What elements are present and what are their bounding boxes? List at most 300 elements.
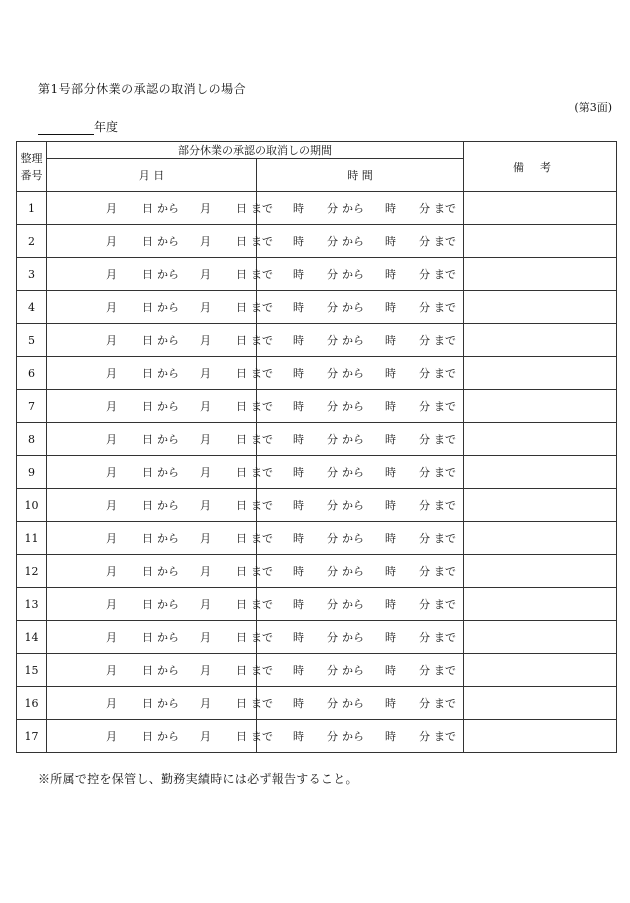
minute-label: 分 [419, 466, 430, 479]
row-number: 9 [17, 456, 47, 489]
table-row [17, 258, 617, 291]
minute-label: 分 [419, 235, 430, 248]
time-range-cell[interactable] [257, 258, 464, 291]
from-label: から [342, 565, 364, 578]
until-label: まで [434, 433, 456, 446]
hour-label: 時 [293, 268, 304, 281]
month-label: 月 [106, 334, 117, 347]
from-label: から [157, 532, 179, 545]
month-label: 月 [200, 730, 211, 743]
time-range-cell[interactable] [257, 192, 464, 225]
until-label: まで [251, 400, 273, 413]
month-label: 月 [106, 499, 117, 512]
form-title: 第1号部分休業の承認の取消しの場合 [38, 82, 247, 96]
hour-label: 時 [385, 235, 396, 248]
time-range-cell[interactable] [257, 357, 464, 390]
day-label: 日 [236, 499, 247, 512]
minute-label: 分 [327, 730, 338, 743]
from-label: から [342, 202, 364, 215]
month-label: 月 [200, 664, 211, 677]
day-label: 日 [142, 730, 153, 743]
from-label: から [342, 334, 364, 347]
month-label: 月 [200, 301, 211, 314]
table-row [17, 720, 617, 753]
table-row [17, 456, 617, 489]
until-label: まで [434, 466, 456, 479]
hour-label: 時 [293, 400, 304, 413]
hour-label: 時 [385, 730, 396, 743]
minute-label: 分 [419, 664, 430, 677]
from-label: から [342, 400, 364, 413]
date-range-cell[interactable] [47, 291, 273, 324]
day-label: 日 [142, 598, 153, 611]
row-number: 13 [17, 588, 47, 621]
month-label: 月 [106, 367, 117, 380]
day-label: 日 [142, 400, 153, 413]
day-label: 日 [236, 532, 247, 545]
remarks-cell[interactable] [464, 192, 617, 225]
remarks-cell[interactable] [464, 687, 617, 720]
day-label: 日 [142, 697, 153, 710]
date-range-cell[interactable] [47, 192, 273, 225]
hour-label: 時 [293, 499, 304, 512]
month-label: 月 [200, 532, 211, 545]
minute-label: 分 [419, 400, 430, 413]
until-label: まで [434, 268, 456, 281]
from-label: から [157, 565, 179, 578]
date-range-cell[interactable] [47, 687, 273, 720]
minute-label: 分 [419, 433, 430, 446]
date-range-cell[interactable] [47, 456, 273, 489]
until-label: まで [434, 730, 456, 743]
minute-label: 分 [327, 697, 338, 710]
hour-label: 時 [293, 235, 304, 248]
from-label: から [342, 268, 364, 281]
minute-label: 分 [327, 268, 338, 281]
hour-label: 時 [293, 466, 304, 479]
month-label: 月 [106, 598, 117, 611]
table-row [17, 489, 617, 522]
row-number: 3 [17, 258, 47, 291]
from-label: から [157, 400, 179, 413]
fiscal-year-label: 年度 [94, 120, 119, 134]
row-number: 2 [17, 225, 47, 258]
date-range-cell[interactable] [47, 588, 273, 621]
remarks-cell[interactable] [464, 621, 617, 654]
until-label: まで [251, 334, 273, 347]
table-row [17, 423, 617, 456]
until-label: まで [434, 631, 456, 644]
row-number: 7 [17, 390, 47, 423]
from-label: から [157, 367, 179, 380]
until-label: まで [251, 466, 273, 479]
minute-label: 分 [419, 499, 430, 512]
until-label: まで [434, 697, 456, 710]
table-row [17, 225, 617, 258]
from-label: から [157, 730, 179, 743]
minute-label: 分 [327, 367, 338, 380]
from-label: から [342, 367, 364, 380]
hour-label: 時 [385, 664, 396, 677]
hour-label: 時 [385, 202, 396, 215]
day-label: 日 [236, 235, 247, 248]
from-label: から [157, 202, 179, 215]
day-label: 日 [236, 400, 247, 413]
time-range-cell[interactable] [257, 456, 464, 489]
month-label: 月 [106, 697, 117, 710]
hour-label: 時 [293, 664, 304, 677]
month-label: 月 [200, 400, 211, 413]
hour-label: 時 [293, 433, 304, 446]
hour-label: 時 [293, 301, 304, 314]
fiscal-year-blank[interactable] [38, 123, 94, 135]
month-label: 月 [200, 367, 211, 380]
minute-label: 分 [327, 532, 338, 545]
time-range-cell[interactable] [257, 687, 464, 720]
day-label: 日 [142, 202, 153, 215]
time-range-cell[interactable] [257, 324, 464, 357]
page-label: (第3面) [574, 101, 612, 114]
remarks-header: 備考 [464, 142, 617, 192]
month-label: 月 [106, 433, 117, 446]
month-label: 月 [106, 202, 117, 215]
until-label: まで [251, 367, 273, 380]
remarks-cell[interactable] [464, 489, 617, 522]
day-label: 日 [236, 466, 247, 479]
table-row [17, 522, 617, 555]
day-label: 日 [142, 499, 153, 512]
from-label: から [342, 235, 364, 248]
from-label: から [342, 664, 364, 677]
month-label: 月 [200, 433, 211, 446]
time-range-cell[interactable] [257, 489, 464, 522]
remarks-cell[interactable] [464, 291, 617, 324]
date-range-cell[interactable] [47, 357, 273, 390]
from-label: から [342, 301, 364, 314]
day-label: 日 [236, 268, 247, 281]
from-label: から [342, 532, 364, 545]
from-label: から [342, 433, 364, 446]
hour-label: 時 [385, 532, 396, 545]
minute-label: 分 [419, 334, 430, 347]
day-label: 日 [236, 367, 247, 380]
hour-label: 時 [293, 565, 304, 578]
time-range-cell[interactable] [257, 654, 464, 687]
hour-label: 時 [385, 499, 396, 512]
from-label: から [157, 334, 179, 347]
table-row [17, 390, 617, 423]
row-number: 15 [17, 654, 47, 687]
row-number: 10 [17, 489, 47, 522]
date-range-cell[interactable] [47, 324, 273, 357]
until-label: まで [251, 268, 273, 281]
hour-label: 時 [293, 631, 304, 644]
until-label: まで [251, 499, 273, 512]
from-label: から [342, 697, 364, 710]
until-label: まで [434, 202, 456, 215]
hour-label: 時 [385, 598, 396, 611]
month-label: 月 [200, 598, 211, 611]
day-label: 日 [236, 202, 247, 215]
hour-label: 時 [385, 466, 396, 479]
date-range-cell[interactable] [47, 225, 273, 258]
month-label: 月 [200, 334, 211, 347]
minute-label: 分 [327, 664, 338, 677]
from-label: から [157, 664, 179, 677]
month-label: 月 [200, 235, 211, 248]
from-label: から [342, 631, 364, 644]
time-header: 時 間 [257, 159, 464, 192]
remarks-cell[interactable] [464, 555, 617, 588]
until-label: まで [434, 301, 456, 314]
hour-label: 時 [385, 433, 396, 446]
remarks-cell[interactable] [464, 654, 617, 687]
remarks-cell[interactable] [464, 522, 617, 555]
minute-label: 分 [327, 334, 338, 347]
month-label: 月 [106, 532, 117, 545]
day-label: 日 [236, 565, 247, 578]
remarks-cell[interactable] [464, 357, 617, 390]
until-label: まで [434, 565, 456, 578]
table-row [17, 291, 617, 324]
date-range-cell[interactable] [47, 522, 273, 555]
row-number: 1 [17, 192, 47, 225]
until-label: まで [434, 235, 456, 248]
month-label: 月 [106, 730, 117, 743]
hour-label: 時 [293, 334, 304, 347]
hour-label: 時 [385, 631, 396, 644]
minute-label: 分 [419, 631, 430, 644]
day-label: 日 [142, 631, 153, 644]
from-label: から [157, 631, 179, 644]
month-label: 月 [106, 664, 117, 677]
time-range-cell[interactable] [257, 291, 464, 324]
from-label: から [157, 466, 179, 479]
until-label: まで [251, 532, 273, 545]
from-label: から [342, 466, 364, 479]
row-number: 6 [17, 357, 47, 390]
day-label: 日 [142, 334, 153, 347]
date-range-cell[interactable] [47, 390, 273, 423]
minute-label: 分 [419, 268, 430, 281]
hour-label: 時 [293, 730, 304, 743]
date-header: 月 日 [47, 159, 257, 192]
row-number: 11 [17, 522, 47, 555]
row-number: 12 [17, 555, 47, 588]
remarks-cell[interactable] [464, 456, 617, 489]
month-label: 月 [106, 400, 117, 413]
until-label: まで [434, 499, 456, 512]
month-label: 月 [200, 565, 211, 578]
minute-label: 分 [419, 697, 430, 710]
day-label: 日 [142, 664, 153, 677]
date-range-cell[interactable] [47, 489, 273, 522]
remarks-cell[interactable] [464, 258, 617, 291]
remarks-cell[interactable] [464, 423, 617, 456]
date-range-cell[interactable] [47, 654, 273, 687]
from-label: から [157, 697, 179, 710]
from-label: から [342, 730, 364, 743]
until-label: まで [434, 598, 456, 611]
row-number: 14 [17, 621, 47, 654]
day-label: 日 [236, 433, 247, 446]
month-label: 月 [200, 466, 211, 479]
row-number: 4 [17, 291, 47, 324]
day-label: 日 [236, 697, 247, 710]
minute-label: 分 [327, 565, 338, 578]
hour-label: 時 [293, 532, 304, 545]
minute-label: 分 [327, 631, 338, 644]
hour-label: 時 [385, 697, 396, 710]
month-label: 月 [106, 235, 117, 248]
month-label: 月 [200, 631, 211, 644]
row-number: 16 [17, 687, 47, 720]
until-label: まで [251, 433, 273, 446]
time-range-cell[interactable] [257, 390, 464, 423]
date-range-cell[interactable] [47, 720, 273, 753]
minute-label: 分 [327, 301, 338, 314]
table-row [17, 588, 617, 621]
from-label: から [157, 499, 179, 512]
date-range-cell[interactable] [47, 258, 273, 291]
time-range-cell[interactable] [257, 225, 464, 258]
day-label: 日 [236, 631, 247, 644]
hour-label: 時 [293, 367, 304, 380]
remarks-cell[interactable] [464, 720, 617, 753]
month-label: 月 [106, 565, 117, 578]
minute-label: 分 [327, 598, 338, 611]
hour-label: 時 [293, 202, 304, 215]
month-label: 月 [106, 301, 117, 314]
day-label: 日 [142, 235, 153, 248]
time-range-cell[interactable] [257, 555, 464, 588]
date-range-cell[interactable] [47, 555, 273, 588]
minute-label: 分 [419, 532, 430, 545]
until-label: まで [251, 565, 273, 578]
from-label: から [157, 598, 179, 611]
until-label: まで [251, 202, 273, 215]
until-label: まで [251, 301, 273, 314]
day-label: 日 [142, 268, 153, 281]
table-row [17, 555, 617, 588]
time-range-cell[interactable] [257, 423, 464, 456]
no-header: 整理 番号 [17, 142, 47, 192]
time-range-cell[interactable] [257, 720, 464, 753]
until-label: まで [251, 697, 273, 710]
until-label: まで [434, 532, 456, 545]
from-label: から [342, 598, 364, 611]
minute-label: 分 [327, 433, 338, 446]
day-label: 日 [236, 301, 247, 314]
table-row [17, 687, 617, 720]
until-label: まで [251, 730, 273, 743]
minute-label: 分 [419, 202, 430, 215]
day-label: 日 [236, 664, 247, 677]
from-label: から [157, 268, 179, 281]
day-label: 日 [142, 433, 153, 446]
month-label: 月 [106, 268, 117, 281]
until-label: まで [434, 334, 456, 347]
day-label: 日 [236, 598, 247, 611]
time-range-cell[interactable] [257, 588, 464, 621]
date-range-cell[interactable] [47, 621, 273, 654]
day-label: 日 [142, 565, 153, 578]
date-range-cell[interactable] [47, 423, 273, 456]
until-label: まで [251, 235, 273, 248]
footer-note: ※所属で控を保管し、勤務実績時には必ず報告すること。 [38, 772, 358, 786]
hour-label: 時 [385, 565, 396, 578]
remarks-cell[interactable] [464, 225, 617, 258]
remarks-cell[interactable] [464, 324, 617, 357]
minute-label: 分 [327, 499, 338, 512]
row-number: 17 [17, 720, 47, 753]
from-label: から [157, 235, 179, 248]
minute-label: 分 [419, 565, 430, 578]
hour-label: 時 [385, 334, 396, 347]
until-label: まで [434, 367, 456, 380]
hour-label: 時 [385, 367, 396, 380]
minute-label: 分 [327, 400, 338, 413]
minute-label: 分 [327, 235, 338, 248]
cancellation-period-table [16, 141, 617, 753]
remarks-cell[interactable] [464, 588, 617, 621]
day-label: 日 [142, 367, 153, 380]
table-row [17, 654, 617, 687]
row-number: 8 [17, 423, 47, 456]
minute-label: 分 [419, 367, 430, 380]
hour-label: 時 [293, 697, 304, 710]
fiscal-year-field [38, 118, 118, 135]
period-header: 部分休業の承認の取消しの期間 [47, 142, 464, 159]
minute-label: 分 [327, 202, 338, 215]
time-range-cell[interactable] [257, 522, 464, 555]
hour-label: 時 [385, 301, 396, 314]
from-label: から [157, 301, 179, 314]
until-label: まで [251, 664, 273, 677]
from-label: から [157, 433, 179, 446]
month-label: 月 [106, 466, 117, 479]
month-label: 月 [200, 499, 211, 512]
row-number: 5 [17, 324, 47, 357]
until-label: まで [434, 400, 456, 413]
minute-label: 分 [327, 466, 338, 479]
time-range-cell[interactable] [257, 621, 464, 654]
month-label: 月 [200, 268, 211, 281]
until-label: まで [251, 631, 273, 644]
until-label: まで [251, 598, 273, 611]
table-row [17, 192, 617, 225]
remarks-cell[interactable] [464, 390, 617, 423]
hour-label: 時 [385, 400, 396, 413]
minute-label: 分 [419, 730, 430, 743]
day-label: 日 [142, 532, 153, 545]
from-label: から [342, 499, 364, 512]
day-label: 日 [236, 334, 247, 347]
day-label: 日 [142, 466, 153, 479]
minute-label: 分 [419, 301, 430, 314]
month-label: 月 [106, 631, 117, 644]
hour-label: 時 [293, 598, 304, 611]
until-label: まで [434, 664, 456, 677]
day-label: 日 [142, 301, 153, 314]
month-label: 月 [200, 202, 211, 215]
table-row [17, 621, 617, 654]
hour-label: 時 [385, 268, 396, 281]
month-label: 月 [200, 697, 211, 710]
minute-label: 分 [419, 598, 430, 611]
table-row [17, 357, 617, 390]
table-row [17, 324, 617, 357]
